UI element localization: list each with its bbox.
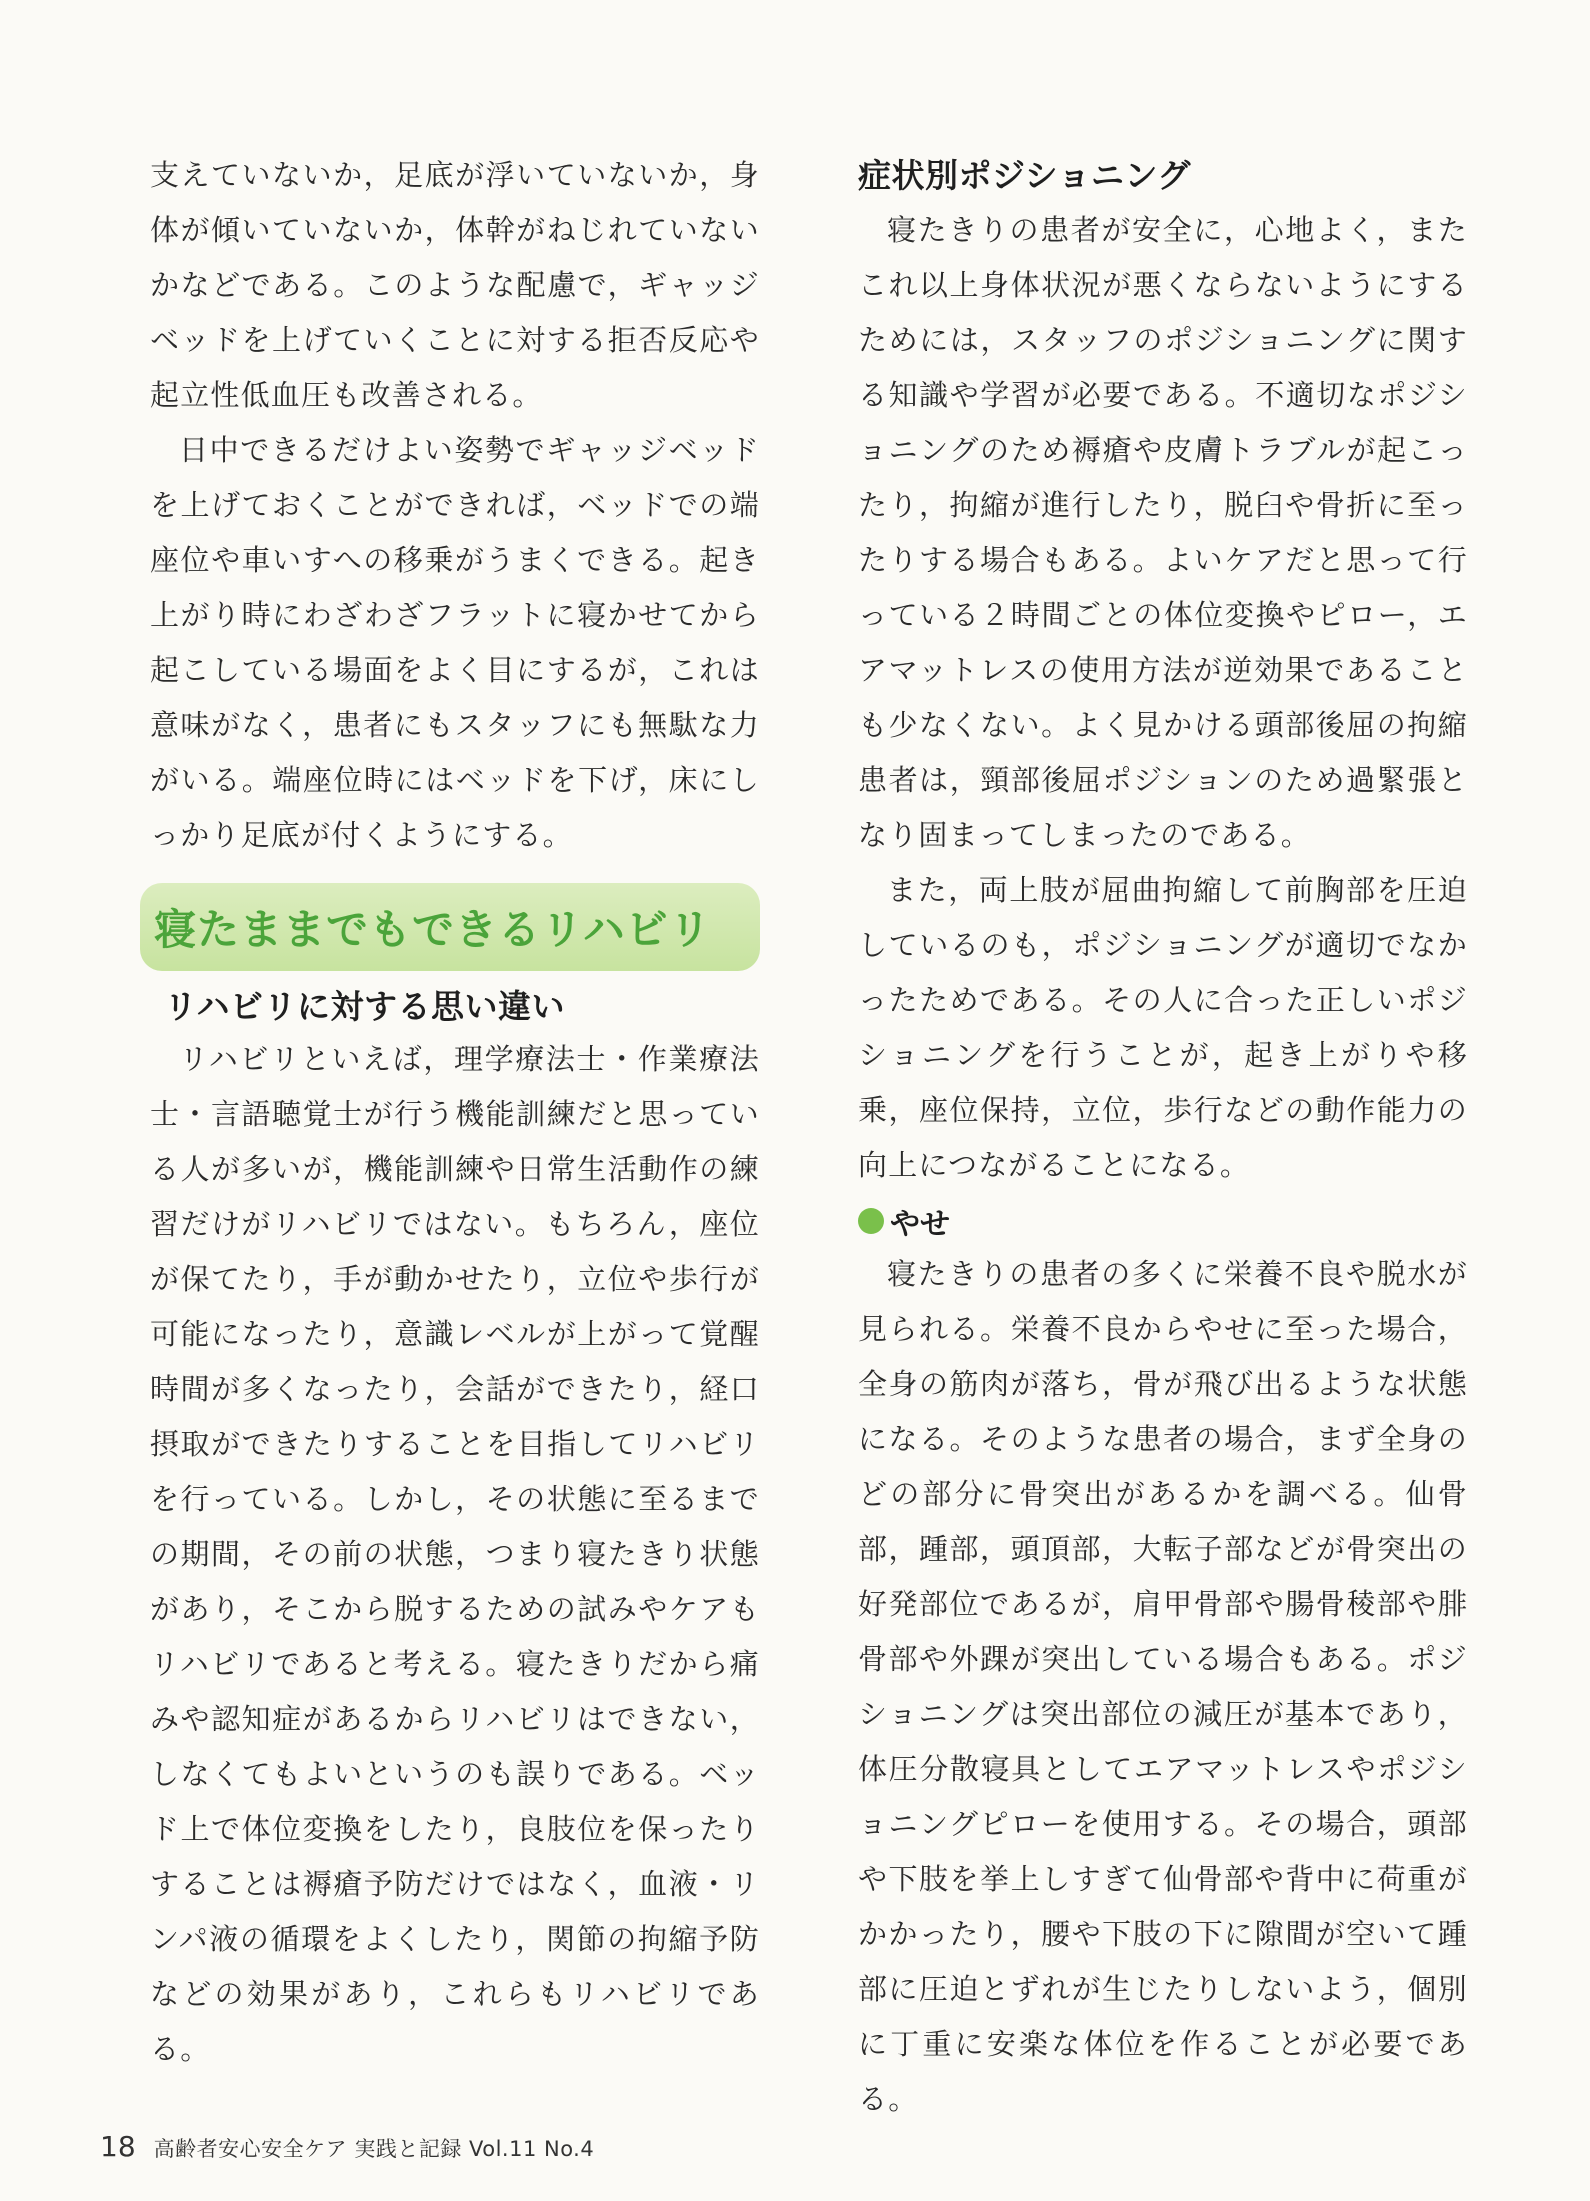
body-paragraph: 寝たきりの患者の多くに栄養不良や脱水が見られる。栄養不良からやせに至った場合，全身の筋肉が落ち，骨が飛び出るような状態になる。そのような患者の場合，まず全身のどの部分に骨突出があるかを調べる。仙骨部，踵部，頭頂部，大転子部などが骨突出の好発部位であるが，肩甲骨部や腸骨稜部や腓骨部や外踝が突出している場合もある。ポジショニングは突出部位の減圧が基本であり，体圧分散寝具としてエアマットレスやポジショニングピローを使用する。その場合，頭部や下肢を挙上しすぎて仙骨部や背中に荷重がかかったり，腰や下肢の下に隙間が空いて踵部に圧迫とずれが生じたりしないよう，個別に丁重に安楽な体位を作ることが必要である。 xyxy=(858,1257,1468,2116)
page-footer xyxy=(100,2130,594,2163)
page-number: 18 xyxy=(100,2130,136,2163)
publication-title: 高齢者安心安全ケア 実践と記録 Vol.11 No.4 xyxy=(153,2137,595,2161)
right-column xyxy=(858,150,1468,2127)
body-paragraph: また，両上肢が屈曲拘縮して前胸部を圧迫しているのも，ポジショニングが適切でなかったためである。その人に合った正しいポジショニングを行うことが，起き上がりや移乗，座位保持，立位，歩行などの動作能力の向上につながることになる。 xyxy=(858,873,1468,1182)
body-paragraph: リハビリといえば，理学療法士・作業療法士・言語聴覚士が行う機能訓練だと思っている人が多いが，機能訓練や日常生活動作の練習だけがリハビリではない。もちろん，座位が保てたり，手が動かせたり，立位や歩行が可能になったり，意識レベルが上がって覚醒時間が多くなったり，会話ができたり，経口摂取ができたりすることを目指してリハビリを行っている。しかし，その状態に至るまでの期間，その前の状態，つまり寝たきり状態があり，そこから脱するための試みやケアもリハビリであると考える。寝たきりだから痛みや認知症があるからリハビリはできない，しなくてもよいというのも誤りである。ベッド上で体位変換をしたり，良肢位を保ったりすることは褥瘡予防だけではなく，血液・リンパ液の循環をよくしたり，関節の拘縮予防などの効果があり，これらもリハビリである。 xyxy=(150,1042,760,2066)
body-paragraph: 寝たきりの患者が安全に，心地よく，またこれ以上身体状況が悪くならないようにするためには，スタッフのポジショニングに関する知識や学習が必要である。不適切なポジショニングのため褥瘡や皮膚トラブルが起こったり，拘縮が進行したり，脱臼や骨折に至ったりする場合もある。よいケアだと思って行っている２時間ごとの体位変換やピロー，エアマットレスの使用方法が逆効果であることも少なくない。よく見かける頭部後屈の拘縮患者は，頸部後屈ポジションのため過緊張となり固まってしまったのである。 xyxy=(858,213,1468,852)
bullet-dot-icon xyxy=(858,1208,884,1234)
body-paragraph: 支えていないか，足底が浮いていないか，身体が傾いていないか，体幹がねじれていないかなどである。このような配慮で，ギャッジベッドを上げていくことに対する拒否反応や起立性低血圧も改善される。 xyxy=(150,158,760,412)
bullet-heading-label: やせ xyxy=(890,1207,950,1242)
subheading: リハビリに対する思い違い xyxy=(164,987,566,1026)
section-banner xyxy=(140,883,760,971)
left-column xyxy=(150,148,760,2077)
section-title: 寝たままでもできるリハビリ xyxy=(154,905,712,954)
body-paragraph: 日中できるだけよい姿勢でギャッジベッドを上げておくことができれば，ベッドでの端座位や車いすへの移乗がうまくできる。起き上がり時にわざわざフラットに寝かせてから起こしている場面をよく目にするが，これは意味がなく，患者にもスタッフにも無駄な力がいる。端座位時にはベッドを下げ，床にしっかり足底が付くようにする。 xyxy=(150,433,760,852)
bullet-heading xyxy=(858,1199,1468,1243)
subheading: 症状別ポジショニング xyxy=(858,156,1191,195)
